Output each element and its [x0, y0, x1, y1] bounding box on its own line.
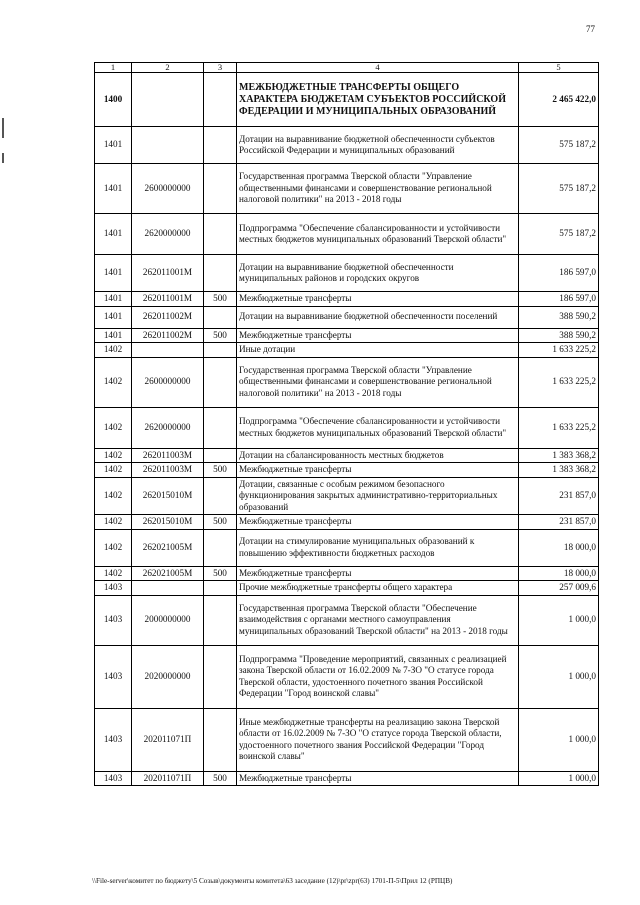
section-code-cell: 1403	[95, 708, 132, 771]
target-code-cell: 2620000000	[132, 407, 204, 448]
expense-type-cell	[204, 595, 237, 645]
item-name-cell: Дотации на стимулирование муниципальных образований к повышению эффективности бюджетных расходов	[237, 529, 519, 566]
item-name-cell: Межбюджетные трансферты	[237, 771, 519, 786]
target-code-cell	[132, 343, 204, 358]
target-code-cell: 2600000000	[132, 164, 204, 214]
section-code-cell: 1401	[95, 306, 132, 328]
table-row	[95, 515, 599, 530]
amount-cell: 575 187,2	[519, 164, 599, 214]
expense-type-cell	[204, 645, 237, 708]
table-row	[95, 306, 599, 328]
expense-type-cell: 500	[204, 292, 237, 307]
table-row	[95, 645, 599, 708]
amount-cell: 575 187,2	[519, 214, 599, 255]
section-code-cell: 1401	[95, 164, 132, 214]
table-row	[95, 343, 599, 358]
section-code-cell: 1402	[95, 515, 132, 530]
target-code-cell: 262011003М	[132, 463, 204, 478]
item-name-cell: Дотации на выравнивание бюджетной обеспеченности поселений	[237, 306, 519, 328]
item-name-cell: Государственная программа Тверской области "Управление общественными финансами и совершенствование региональной налоговой политики" на 2013 - 2018 годы	[237, 357, 519, 407]
target-code-cell: 262011002М	[132, 328, 204, 343]
target-code-cell: 262011001М	[132, 292, 204, 307]
table-row	[95, 407, 599, 448]
target-code-cell: 262011001М	[132, 255, 204, 292]
expense-type-cell	[204, 73, 237, 127]
section-code-cell: 1403	[95, 595, 132, 645]
section-code-cell: 1401	[95, 292, 132, 307]
item-name-cell: Подпрограмма "Обеспечение сбалансированности и устойчивости местных бюджетов муниципальных образований Тверской области"	[237, 214, 519, 255]
table-row	[95, 581, 599, 596]
expense-type-cell: 500	[204, 328, 237, 343]
scan-edge-mark	[2, 153, 4, 163]
item-name-cell: Дотации на выравнивание бюджетной обеспеченности муниципальных районов и городских округов	[237, 255, 519, 292]
expense-type-cell	[204, 581, 237, 596]
file-path-footer: \\File-server\комитет по бюджету\5 Созыв\документы комитета\63 заседание (12)\pr\zpr(63) 1701-П-5\Прил 12 (РПЦВ)	[92, 877, 453, 885]
section-code-cell: 1400	[95, 73, 132, 127]
target-code-cell: 2020000000	[132, 645, 204, 708]
amount-cell: 18 000,0	[519, 529, 599, 566]
target-code-cell: 262021005М	[132, 529, 204, 566]
column-header: 5	[519, 63, 599, 73]
table-row	[95, 448, 599, 463]
target-code-cell: 262015010М	[132, 477, 204, 515]
column-header: 1	[95, 63, 132, 73]
scan-edge-mark	[2, 118, 4, 138]
section-code-cell: 1401	[95, 127, 132, 164]
table-row	[95, 357, 599, 407]
target-code-cell: 202011071П	[132, 708, 204, 771]
expense-type-cell: 500	[204, 515, 237, 530]
item-name-cell: Иные межбюджетные трансферты на реализацию закона Тверской области от 16.02.2009 № 7-ЗО "О статусе города Тверской области, удостоенного почетного звания Российской Федерации "Город воинской славы"	[237, 708, 519, 771]
amount-cell: 1 000,0	[519, 771, 599, 786]
item-name-cell: Дотации, связанные с особым режимом безопасного функционирования закрытых административно-территориальных образований	[237, 477, 519, 515]
table-row	[95, 328, 599, 343]
expense-type-cell	[204, 127, 237, 164]
table-row	[95, 708, 599, 771]
amount-cell: 257 009,6	[519, 581, 599, 596]
amount-cell: 575 187,2	[519, 127, 599, 164]
amount-cell: 1 383 368,2	[519, 448, 599, 463]
expense-type-cell	[204, 407, 237, 448]
expense-type-cell: 500	[204, 771, 237, 786]
expense-type-cell	[204, 164, 237, 214]
column-header: 2	[132, 63, 204, 73]
target-code-cell: 2000000000	[132, 595, 204, 645]
amount-cell: 186 597,0	[519, 255, 599, 292]
section-code-cell: 1402	[95, 477, 132, 515]
section-code-cell: 1402	[95, 357, 132, 407]
target-code-cell: 262015010М	[132, 515, 204, 530]
section-code-cell: 1402	[95, 343, 132, 358]
expense-type-cell	[204, 343, 237, 358]
target-code-cell: 262011003М	[132, 448, 204, 463]
table-row	[95, 529, 599, 566]
amount-cell: 388 590,2	[519, 328, 599, 343]
table-row	[95, 463, 599, 478]
amount-cell: 1 633 225,2	[519, 407, 599, 448]
target-code-cell	[132, 581, 204, 596]
expense-type-cell: 500	[204, 463, 237, 478]
table-row	[95, 73, 599, 127]
target-code-cell	[132, 73, 204, 127]
amount-cell: 1 000,0	[519, 595, 599, 645]
item-name-cell: Подпрограмма "Проведение мероприятий, связанных с реализацией закона Тверской области от 16.02.2009 № 7-ЗО "О статусе города Тверской области, удостоенного почетного звания Российской Федерации "Город воинской славы"	[237, 645, 519, 708]
expense-type-cell	[204, 477, 237, 515]
target-code-cell: 262011002М	[132, 306, 204, 328]
section-code-cell: 1401	[95, 328, 132, 343]
table-row	[95, 255, 599, 292]
item-name-cell: Государственная программа Тверской области "Управление общественными финансами и совершенствование региональной налоговой политики" на 2013 - 2018 годы	[237, 164, 519, 214]
target-code-cell: 2600000000	[132, 357, 204, 407]
item-name-cell: Иные дотации	[237, 343, 519, 358]
table-row	[95, 292, 599, 307]
table-row	[95, 164, 599, 214]
expense-type-cell	[204, 708, 237, 771]
page-number: 77	[586, 24, 595, 34]
expense-type-cell	[204, 214, 237, 255]
item-name-cell: Межбюджетные трансферты	[237, 292, 519, 307]
target-code-cell	[132, 127, 204, 164]
section-code-cell: 1403	[95, 771, 132, 786]
item-name-cell: Межбюджетные трансферты	[237, 566, 519, 581]
target-code-cell: 2620000000	[132, 214, 204, 255]
item-name-cell: Межбюджетные трансферты	[237, 463, 519, 478]
section-code-cell: 1402	[95, 463, 132, 478]
expense-type-cell	[204, 448, 237, 463]
amount-cell: 1 633 225,2	[519, 357, 599, 407]
section-code-cell: 1402	[95, 566, 132, 581]
amount-cell: 231 857,0	[519, 515, 599, 530]
item-name-cell: Межбюджетные трансферты	[237, 328, 519, 343]
table-header-row	[95, 63, 599, 73]
table-row	[95, 127, 599, 164]
section-code-cell: 1401	[95, 255, 132, 292]
item-name-cell: МЕЖБЮДЖЕТНЫЕ ТРАНСФЕРТЫ ОБЩЕГО ХАРАКТЕРА БЮДЖЕТАМ СУБЪЕКТОВ РОССИЙСКОЙ ФЕДЕРАЦИИ И МУНИЦИПАЛЬНЫХ ОБРАЗОВАНИЙ	[237, 73, 519, 127]
amount-cell: 231 857,0	[519, 477, 599, 515]
item-name-cell: Дотации на выравнивание бюджетной обеспеченности субъектов Российской Федерации и муниципальных образований	[237, 127, 519, 164]
amount-cell: 2 465 422,0	[519, 73, 599, 127]
section-code-cell: 1403	[95, 581, 132, 596]
item-name-cell: Государственная программа Тверской области "Обеспечение взаимодействия с органами местного самоуправления муниципальных образований Тверской области" на 2013 - 2018 годы	[237, 595, 519, 645]
target-code-cell: 262021005М	[132, 566, 204, 581]
amount-cell: 1 000,0	[519, 645, 599, 708]
item-name-cell: Прочие межбюджетные трансферты общего характера	[237, 581, 519, 596]
item-name-cell: Дотации на сбалансированность местных бюджетов	[237, 448, 519, 463]
section-code-cell: 1403	[95, 645, 132, 708]
amount-cell: 388 590,2	[519, 306, 599, 328]
item-name-cell: Подпрограмма "Обеспечение сбалансированности и устойчивости местных бюджетов муниципальных образований Тверской области"	[237, 407, 519, 448]
table-row	[95, 595, 599, 645]
section-code-cell: 1402	[95, 407, 132, 448]
amount-cell: 1 383 368,2	[519, 463, 599, 478]
section-code-cell: 1402	[95, 529, 132, 566]
column-header: 3	[204, 63, 237, 73]
amount-cell: 1 633 225,2	[519, 343, 599, 358]
table-row	[95, 214, 599, 255]
budget-table	[94, 62, 599, 786]
expense-type-cell	[204, 529, 237, 566]
table-row	[95, 771, 599, 786]
section-code-cell: 1402	[95, 448, 132, 463]
column-header: 4	[237, 63, 519, 73]
target-code-cell: 202011071П	[132, 771, 204, 786]
amount-cell: 186 597,0	[519, 292, 599, 307]
table-row	[95, 566, 599, 581]
expense-type-cell: 500	[204, 566, 237, 581]
expense-type-cell	[204, 357, 237, 407]
expense-type-cell	[204, 306, 237, 328]
amount-cell: 18 000,0	[519, 566, 599, 581]
section-code-cell: 1401	[95, 214, 132, 255]
item-name-cell: Межбюджетные трансферты	[237, 515, 519, 530]
table-row	[95, 477, 599, 515]
amount-cell: 1 000,0	[519, 708, 599, 771]
expense-type-cell	[204, 255, 237, 292]
